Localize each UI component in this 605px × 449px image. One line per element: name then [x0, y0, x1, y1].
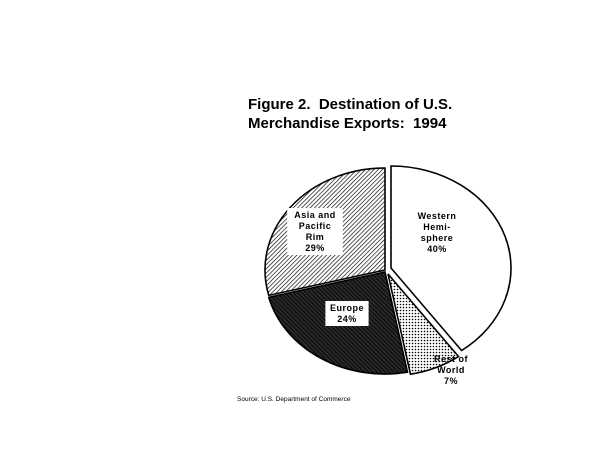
label-rest-of-world — [434, 354, 469, 386]
label-asia-pacific-rim — [287, 208, 343, 255]
slice-name-label: Asia and — [294, 210, 336, 220]
slice-name-label: Europe — [329, 303, 365, 313]
slice-name-label: Hemi- — [423, 222, 451, 232]
slice-name-label: World — [437, 365, 465, 375]
source-note: Source: U.S. Department of Commerce — [237, 396, 351, 403]
label-western-hemisphere — [412, 209, 461, 256]
slice-percent-label: 40% — [427, 244, 447, 254]
slice-percent-label: 29% — [305, 243, 325, 253]
slice-percent-label: 24% — [337, 314, 357, 324]
slice-name-label: Rim — [305, 232, 325, 242]
chart-title-line-2: Merchandise Exports: 1994 — [248, 115, 447, 132]
slice-name-label: Western — [417, 211, 457, 221]
slice-name-label: Pacific — [298, 221, 332, 231]
slice-name-label: sphere — [420, 233, 454, 243]
pie-slices — [265, 166, 511, 374]
chart-title-line-1: Figure 2. Destination of U.S. — [248, 96, 453, 113]
slice-percent-label: 7% — [443, 376, 459, 386]
slice-name-label: Rest of — [433, 354, 469, 364]
label-europe — [325, 301, 368, 326]
